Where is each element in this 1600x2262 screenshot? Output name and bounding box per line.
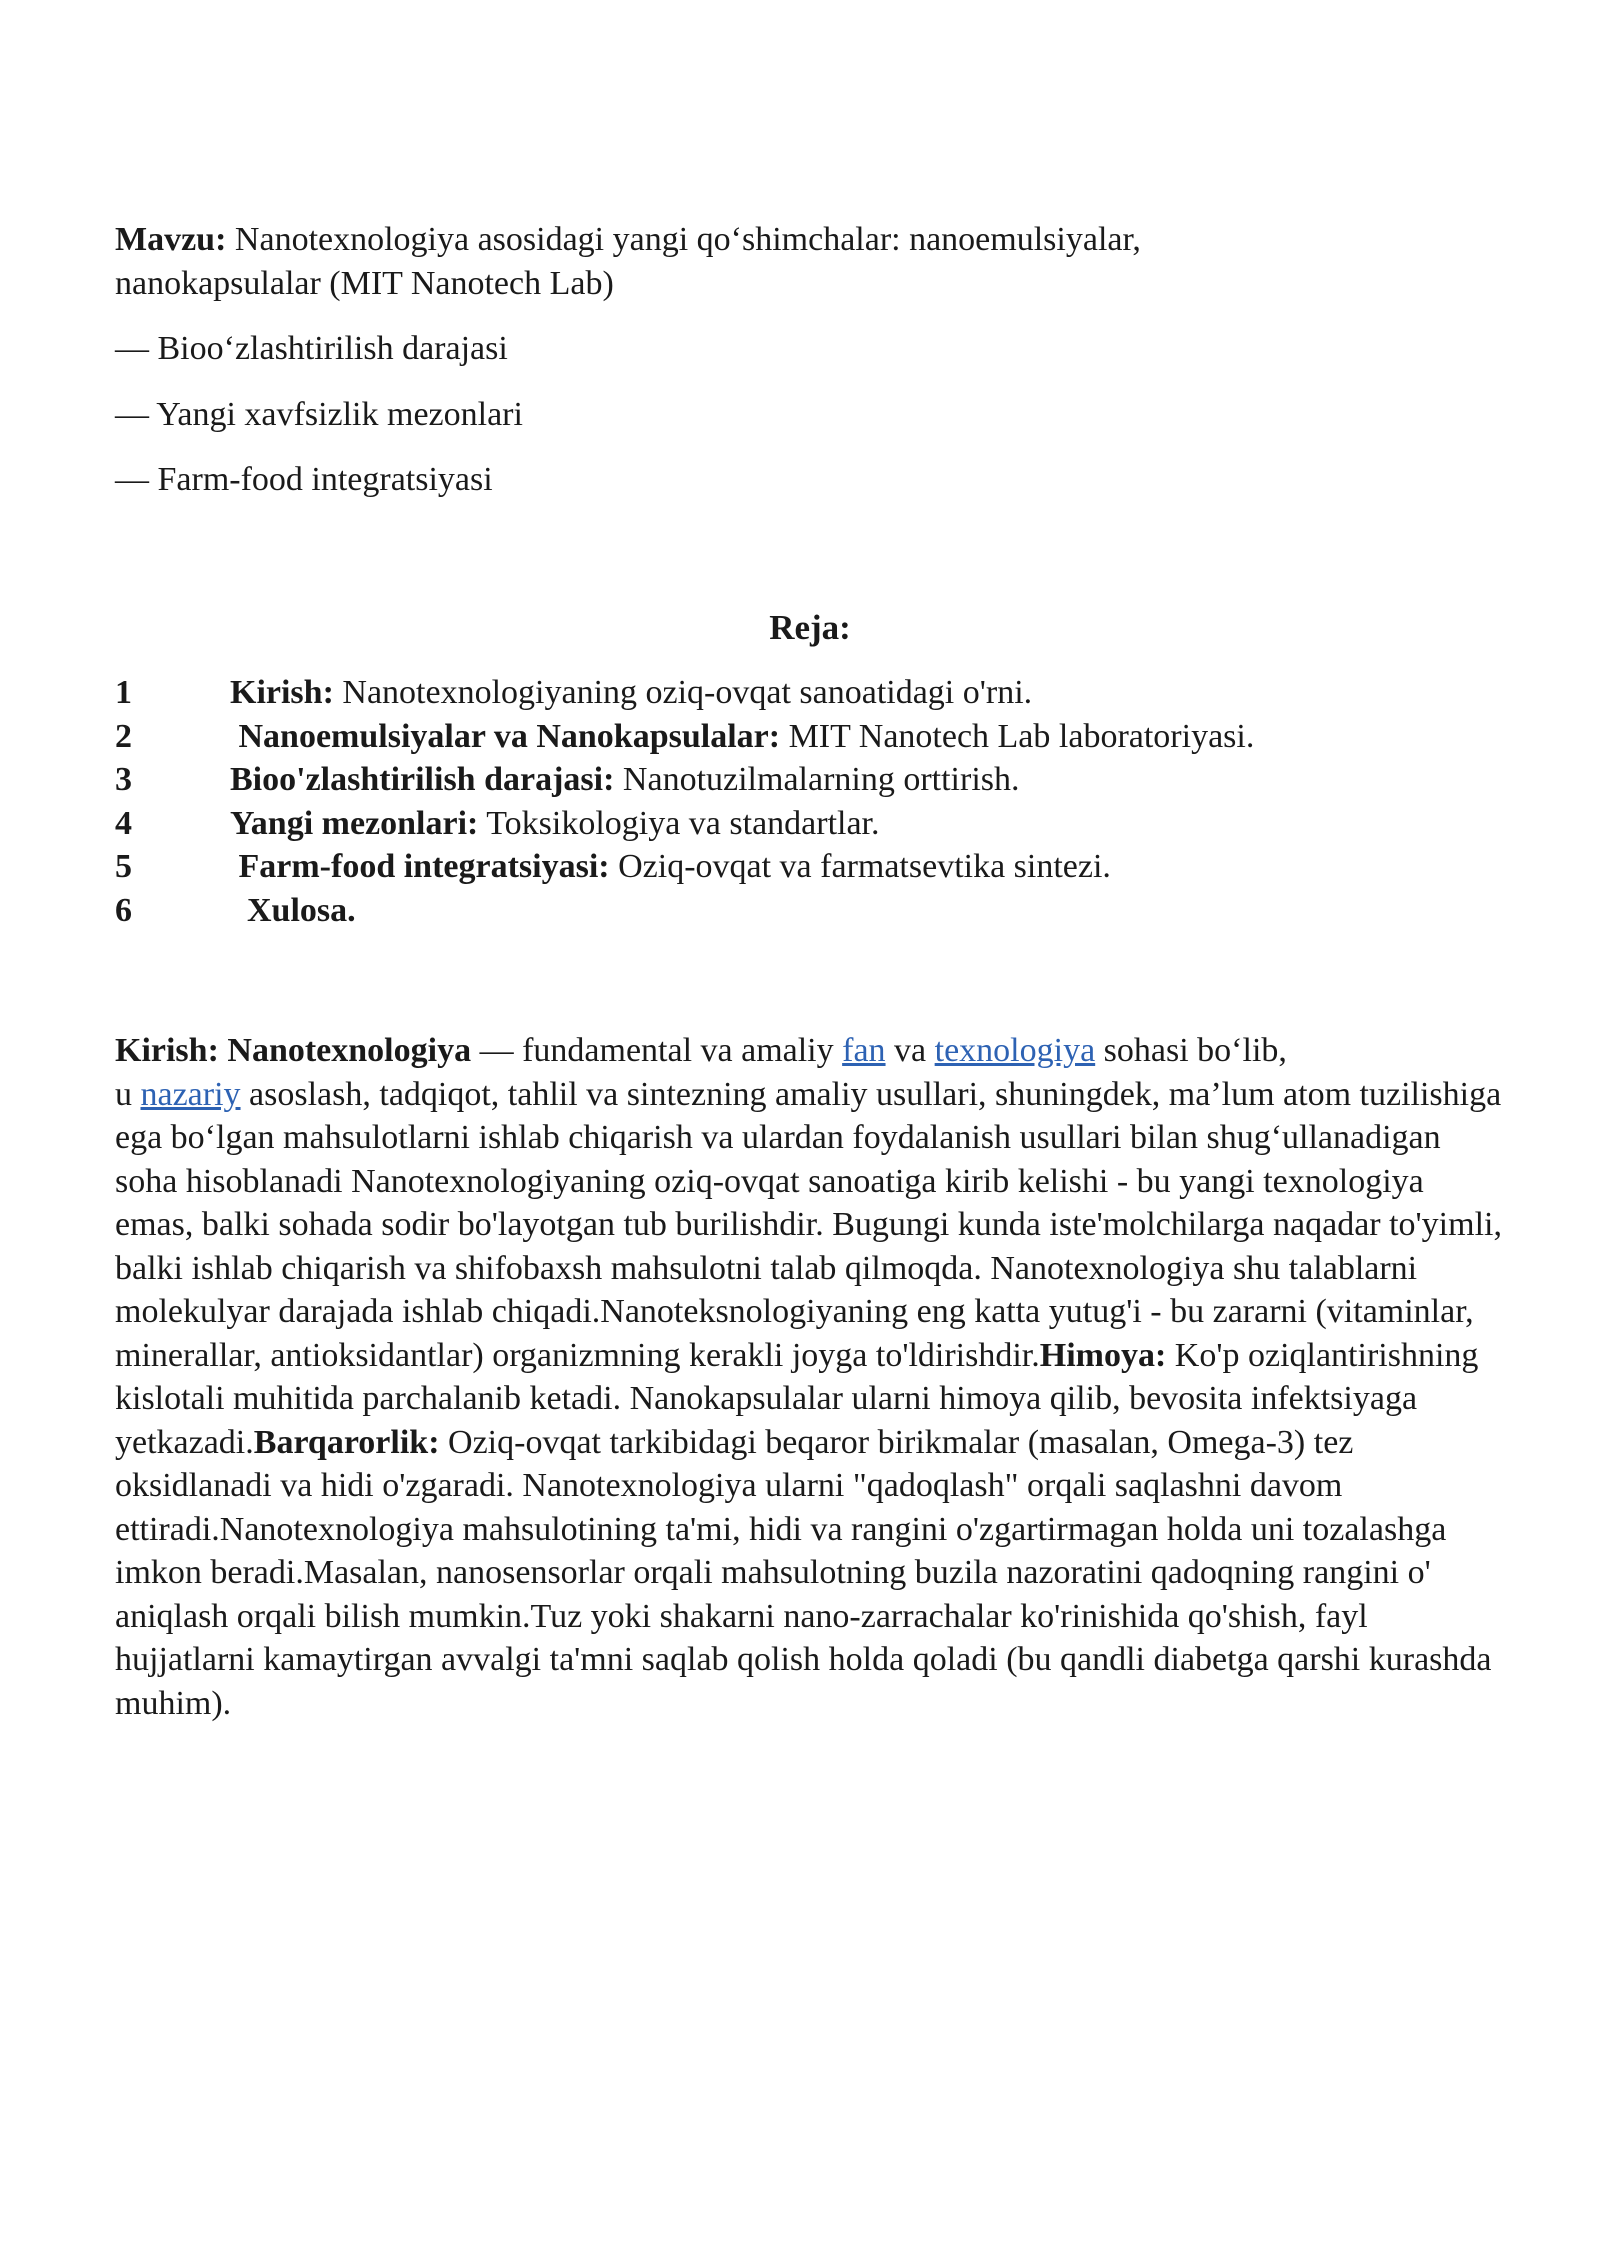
intro-paragraph xyxy=(115,1029,1505,1725)
plan-item xyxy=(115,845,1505,889)
intro-text: sohasi bo‘lib, xyxy=(1095,1032,1287,1069)
plan-item-text: Oziq-ovqat va farmatsevtika sintezi. xyxy=(609,848,1111,885)
link-fan[interactable]: fan xyxy=(842,1032,886,1069)
intro-text: Oziq-ovqat tarkibidagi beqaror birikmalar (masalan, Omega-3) tez oksidlanadi va hidi o'zgaradi. Nanotexnologiya ularni "qadoqlash" orqali saqlashni davom ettiradi.Nanotexnologiya mahsulotining ta'mi, hidi va rangini o'zgartirmagan holda uni tozalashga imkon beradi.Masalan, nanosensorlar orqali mahsulotning buzila nazoratini qadoqning rangini o' aniqlash orqali bilish mumkin.Tuz yoki shakarni nano-zarrachalar ko'rinishida qo'shish, fayl hujjatlarni kamaytirgan avvalgi ta'mni saqlab qolish holda qoladi (bu qandli diabetga qarshi kurashda muhim). xyxy=(115,1423,1492,1722)
plan-item-number: 6 xyxy=(115,891,132,929)
plan-item xyxy=(115,715,1505,759)
link-nazariy[interactable]: nazariy xyxy=(140,1075,241,1113)
plan-item-heading: Nanoemulsiyalar va Nanokapsulalar: xyxy=(230,717,781,755)
plan-item-number: 3 xyxy=(115,761,132,798)
barqarorlik-label: Barqarorlik: xyxy=(253,1423,440,1461)
plan-item-number: 2 xyxy=(115,717,132,755)
topic-paragraph xyxy=(115,218,1505,305)
subtopic-item: — Bioo‘zlashtirilish darajasi xyxy=(115,330,508,367)
plan-item xyxy=(115,758,1505,802)
plan-item xyxy=(115,671,1505,715)
plan-item-heading: Farm-food integratsiyasi: xyxy=(230,848,610,885)
topic-label: Mavzu: xyxy=(115,221,227,258)
intro-text: — fundamental va amaliy xyxy=(471,1032,843,1069)
plan-item-heading: Bioo'zlashtirilish darajasi: xyxy=(230,761,615,798)
plan-item-number: 5 xyxy=(115,848,132,885)
intro-lead: Kirish: Nanotexnologiya xyxy=(115,1032,472,1069)
topic-text-line1: Nanotexnologiya asosidagi yangi qo‘shimchalar: nanoemulsiyalar, xyxy=(234,221,1141,258)
link-texnologiya[interactable]: texnologiya xyxy=(934,1032,1096,1069)
plan-item-text: Nanotuzilmalarning orttirish. xyxy=(614,761,1020,798)
plan-list xyxy=(115,671,1505,932)
plan-item-heading: Xulosa. xyxy=(230,891,356,929)
plan-item-heading: Yangi mezonlari: xyxy=(230,804,479,842)
plan-item-heading: Kirish: xyxy=(230,674,334,711)
intro-text: Ko'p oziqlantirishning kislotali muhitida parchalanib ketadi. Nanokapsulalar ularni himoya qilib, bevosita infektsiyaga yetkazadi. xyxy=(115,1336,1479,1461)
plan-item xyxy=(115,889,1505,933)
subtopic-item: — Yangi xavfsizlik mezonlari xyxy=(115,395,523,433)
plan-item-text: Toksikologiya va standartlar. xyxy=(478,804,880,842)
plan-item-text: Nanotexnologiyaning oziq-ovqat sanoatidagi o'rni. xyxy=(333,674,1033,711)
intro-text: asoslash, tadqiqot, tahlil va sintezning amaliy usullari, shuningdek, ma’lum atom tuzilishiga ega bo‘lgan mahsulotlarni ishlab chiqarish va ulardan foydalanish usullari bilan shug‘ullanadigan soha hisoblanadi Nanotexnologiyaning oziq-ovqat sanoatiga kirib kelishi - bu yangi texnologiya emas, balki sohada sodir bo'layotgan tub burilishdir. Bugungi kunda iste'molchilarga naqadar to'yimli, balki ishlab chiqarish va shifobaxsh mahsulotni talab qilmoqda. Nanotexnologiya shu talablarni molekulyar darajada ishlab chiqadi.Nanoteksnologiyaning eng katta yutug'i - bu zararni (vitaminlar, minerallar, antioksidantlar) organizmning kerakli joyga to'ldirishdir. xyxy=(115,1075,1502,1374)
subtopic-item: — Farm-food integratsiyasi xyxy=(115,461,493,498)
topic-text-line2: nanokapsulalar (MIT Nanotech Lab) xyxy=(115,264,614,302)
intro-text: u xyxy=(115,1075,141,1113)
plan-item xyxy=(115,802,1505,846)
document-page xyxy=(115,218,1505,1725)
plan-item-text: MIT Nanotech Lab laboratoriyasi. xyxy=(780,717,1255,755)
himoya-label: Himoya: xyxy=(1039,1336,1167,1374)
plan-title: Reja: xyxy=(769,607,851,647)
plan-item-number: 4 xyxy=(115,804,132,842)
plan-item-number: 1 xyxy=(115,674,132,711)
intro-text: va xyxy=(885,1032,935,1069)
